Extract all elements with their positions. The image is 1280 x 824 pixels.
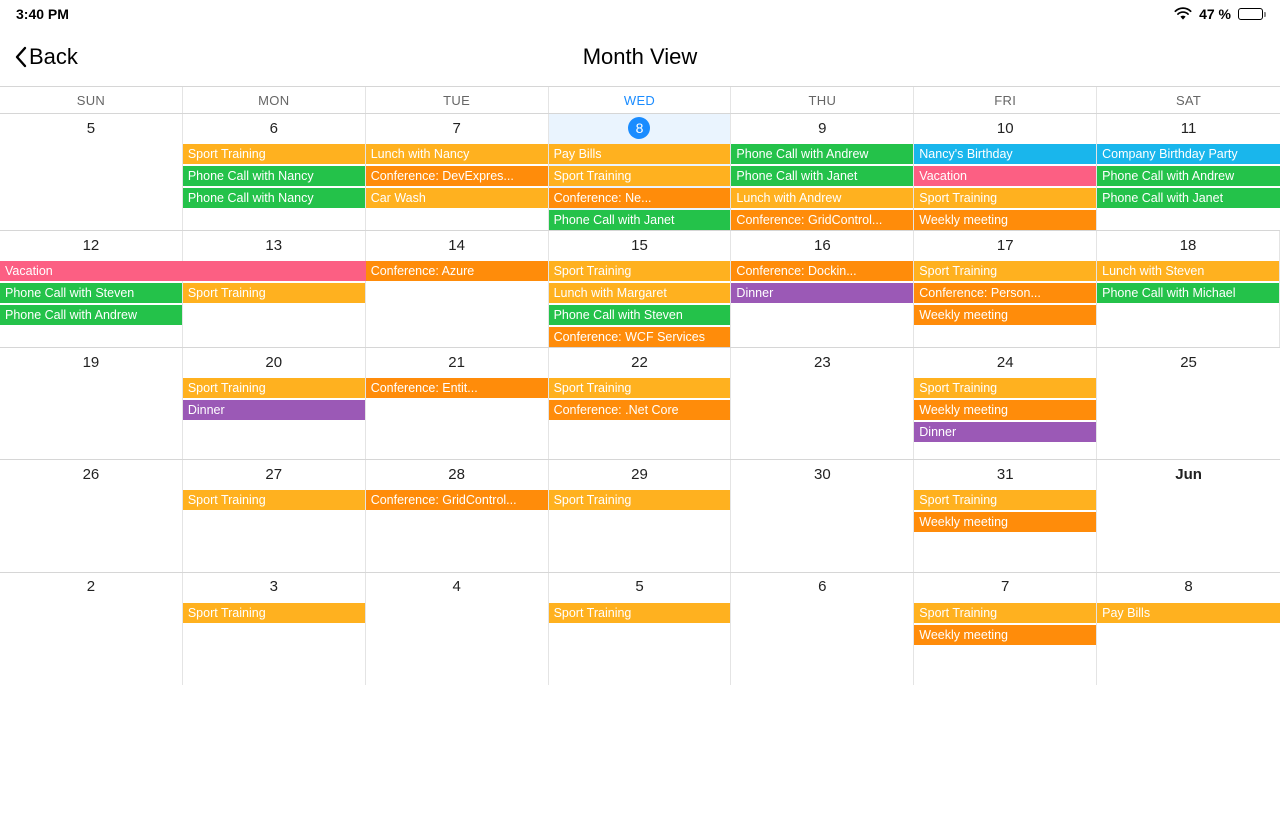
weekday-header-tue: TUE	[366, 87, 549, 113]
day-events	[549, 259, 731, 347]
day-number: 6	[818, 578, 827, 595]
day-number: 25	[1180, 353, 1197, 371]
day-events	[183, 142, 365, 208]
day-number: 19	[82, 353, 100, 371]
week-row	[0, 573, 1280, 685]
calendar-event[interactable]: Phone Call with Janet	[731, 166, 913, 186]
day-events	[366, 601, 548, 603]
day-cell[interactable]	[549, 573, 732, 685]
month-view-calendar	[0, 86, 1280, 797]
day-number: 18	[1179, 236, 1197, 254]
calendar-event[interactable]: Sport Training	[183, 490, 365, 510]
calendar-event[interactable]: Lunch with Margaret	[549, 283, 731, 303]
day-number: 10	[996, 119, 1014, 137]
today-badge: 8	[628, 117, 650, 139]
day-events	[1097, 601, 1280, 623]
calendar-event[interactable]: Sport Training	[183, 283, 365, 303]
day-events	[366, 142, 548, 208]
calendar-event[interactable]: Vacation	[914, 166, 1096, 186]
day-cell[interactable]	[0, 348, 183, 459]
calendar-event[interactable]: Car Wash	[366, 188, 548, 208]
day-number: Jun	[1175, 465, 1202, 483]
day-events	[549, 376, 731, 420]
day-cell[interactable]	[1097, 114, 1280, 230]
week-row	[0, 460, 1280, 572]
day-cell[interactable]	[731, 348, 914, 459]
calendar-event[interactable]: Sport Training	[549, 490, 731, 510]
day-number: 2	[86, 578, 96, 595]
day-cell[interactable]	[0, 573, 183, 685]
week-row	[0, 114, 1280, 231]
day-cell[interactable]	[914, 573, 1097, 685]
calendar-event[interactable]: Sport Training	[914, 603, 1096, 623]
day-number: 30	[814, 465, 831, 483]
calendar-event[interactable]: Pay Bills	[549, 144, 731, 164]
calendar-event[interactable]: Phone Call with Steven	[549, 305, 731, 325]
day-cell[interactable]	[731, 460, 914, 571]
calendar-event[interactable]: Lunch with Steven	[1097, 261, 1279, 281]
day-events	[731, 601, 913, 603]
day-number: 31	[996, 465, 1014, 483]
navigation-bar	[0, 28, 1280, 86]
day-number: 6	[269, 119, 278, 137]
day-events	[366, 488, 548, 510]
back-button[interactable]	[14, 44, 78, 70]
battery-percent-label: 47 %	[1199, 6, 1231, 22]
day-events	[366, 259, 548, 281]
day-cell[interactable]	[1097, 460, 1280, 571]
calendar-event[interactable]: Phone Call with Andrew	[0, 305, 182, 325]
day-cell[interactable]	[1097, 348, 1280, 459]
day-number: 15	[631, 236, 648, 254]
calendar-event[interactable]: Phone Call with Janet	[1097, 188, 1280, 208]
day-events	[183, 601, 365, 623]
day-number	[549, 114, 731, 142]
day-cell[interactable]	[914, 348, 1097, 459]
day-number: 14	[448, 236, 465, 254]
calendar-event[interactable]: Phone Call with Nancy	[183, 188, 365, 208]
calendar-event[interactable]: Weekly meeting	[914, 400, 1096, 420]
calendar-event[interactable]: Conference: DevExpres...	[366, 166, 548, 186]
status-bar	[0, 0, 1280, 28]
week-row	[0, 348, 1280, 460]
calendar-event[interactable]: Company Birthday Party	[1097, 144, 1280, 164]
calendar-event[interactable]: Sport Training	[549, 261, 731, 281]
calendar-event[interactable]: Phone Call with Steven	[0, 283, 182, 303]
week-rows	[0, 114, 1280, 797]
calendar-event[interactable]: Sport Training	[914, 378, 1096, 398]
calendar-event[interactable]: Conference: Ne...	[549, 188, 731, 208]
day-number: 29	[631, 465, 648, 483]
weekday-header-fri: FRI	[914, 87, 1097, 113]
day-events	[914, 601, 1096, 645]
calendar-event[interactable]: Lunch with Andrew	[731, 188, 913, 208]
calendar-event[interactable]: Conference: WCF Services	[549, 327, 731, 347]
week-row	[0, 231, 1280, 348]
day-events	[549, 142, 731, 230]
day-events	[1097, 259, 1279, 303]
day-cell[interactable]	[366, 114, 549, 230]
calendar-event[interactable]: Weekly meeting	[914, 625, 1096, 645]
day-cell[interactable]	[0, 114, 183, 230]
day-events	[0, 488, 182, 490]
calendar-event[interactable]: Conference: Entit...	[366, 378, 548, 398]
day-cell[interactable]	[183, 231, 366, 347]
day-number: 11	[1180, 119, 1197, 137]
day-events	[0, 601, 182, 603]
day-number: 5	[86, 119, 96, 137]
weekday-header-sat: SAT	[1175, 92, 1202, 108]
day-cell[interactable]	[1097, 231, 1280, 347]
day-cell[interactable]	[549, 460, 732, 571]
day-events	[183, 376, 365, 420]
day-cell[interactable]	[183, 460, 366, 571]
day-number: 7	[452, 119, 461, 137]
day-number: 13	[265, 236, 283, 254]
day-number: 23	[814, 353, 831, 371]
weekday-header-thu: THU	[731, 87, 914, 113]
day-number: 12	[82, 236, 100, 254]
day-cell[interactable]	[914, 231, 1097, 347]
calendar-event[interactable]: Sport Training	[183, 603, 365, 623]
day-number: 4	[452, 578, 461, 595]
calendar-event[interactable]: Lunch with Nancy	[366, 144, 548, 164]
day-cell[interactable]	[366, 573, 549, 685]
day-number: 28	[448, 465, 465, 483]
day-events	[731, 259, 913, 303]
day-cell[interactable]	[731, 114, 914, 230]
day-cell[interactable]	[183, 573, 366, 685]
page-title: Month View	[582, 44, 698, 69]
day-events	[549, 488, 731, 510]
battery-icon	[1238, 8, 1266, 20]
calendar-event-multiday[interactable]: Vacation	[0, 261, 366, 281]
day-number: 8	[1184, 578, 1193, 595]
day-events	[1097, 376, 1280, 378]
day-number: 21	[448, 353, 465, 371]
calendar-event[interactable]: Phone Call with Andrew	[1097, 166, 1280, 186]
day-events	[914, 259, 1096, 325]
weekday-header-mon: MON	[183, 87, 366, 113]
calendar-event[interactable]: Sport Training	[549, 378, 731, 398]
back-button-label: Back	[29, 44, 78, 69]
weekday-header-sun: SUN	[0, 87, 183, 113]
status-time: 3:40 PM	[16, 6, 69, 22]
day-cell[interactable]	[0, 460, 183, 571]
day-events	[914, 142, 1096, 230]
day-cell[interactable]	[731, 573, 914, 685]
day-cell[interactable]	[914, 114, 1097, 230]
calendar-event[interactable]: Nancy's Birthday	[914, 144, 1096, 164]
day-cell[interactable]	[366, 460, 549, 571]
day-events	[914, 488, 1096, 532]
day-cell[interactable]	[366, 348, 549, 459]
day-events	[1097, 142, 1280, 208]
day-cell[interactable]	[549, 114, 732, 230]
day-number: 5	[635, 578, 644, 595]
calendar-event[interactable]: Sport Training	[549, 603, 731, 623]
day-events	[0, 142, 182, 144]
calendar-event[interactable]: Sport Training	[914, 261, 1096, 281]
day-cell[interactable]	[549, 348, 732, 459]
day-number: 26	[82, 465, 100, 483]
day-events	[731, 376, 913, 378]
calendar-event[interactable]: Conference: .Net Core	[549, 400, 731, 420]
chevron-left-icon	[14, 46, 27, 68]
day-cell[interactable]	[914, 460, 1097, 571]
day-cell[interactable]	[0, 231, 183, 347]
day-cell[interactable]	[1097, 573, 1280, 685]
calendar-event[interactable]: Conference: GridControl...	[366, 490, 548, 510]
day-events	[914, 376, 1096, 442]
day-events	[0, 376, 182, 378]
calendar-event[interactable]: Weekly meeting	[914, 305, 1096, 325]
day-number: 20	[265, 353, 283, 371]
calendar-event[interactable]: Dinner	[731, 283, 913, 303]
day-number: 3	[269, 578, 278, 595]
day-events	[731, 488, 913, 490]
day-cell[interactable]	[183, 114, 366, 230]
weekday-header-row	[0, 87, 1280, 114]
day-number: 7	[1001, 578, 1010, 595]
day-events	[549, 601, 731, 623]
calendar-event[interactable]: Pay Bills	[1097, 603, 1280, 623]
day-cell[interactable]	[366, 231, 549, 347]
calendar-event[interactable]: Dinner	[183, 400, 365, 420]
weekday-header-wed: WED	[549, 87, 732, 113]
day-events	[183, 488, 365, 510]
day-cell[interactable]	[731, 231, 914, 347]
calendar-event[interactable]: Conference: Azure	[366, 261, 548, 281]
day-cell[interactable]	[549, 231, 732, 347]
calendar-event[interactable]: Phone Call with Andrew	[731, 144, 913, 164]
day-number: 24	[996, 353, 1014, 371]
calendar-event[interactable]: Conference: GridControl...	[731, 210, 913, 230]
day-number: 22	[631, 353, 648, 371]
calendar-event[interactable]: Sport Training	[183, 144, 365, 164]
calendar-event[interactable]: Sport Training	[914, 188, 1096, 208]
calendar-event[interactable]: Conference: Dockin...	[731, 261, 913, 281]
day-number: 9	[818, 119, 827, 137]
day-events	[366, 376, 548, 398]
calendar-event[interactable]: Sport Training	[183, 378, 365, 398]
day-number: 27	[265, 465, 283, 483]
wifi-icon	[1174, 7, 1192, 21]
calendar-event[interactable]: Weekly meeting	[914, 210, 1096, 230]
calendar-event[interactable]: Phone Call with Janet	[549, 210, 731, 230]
calendar-event[interactable]: Weekly meeting	[914, 512, 1096, 532]
calendar-event[interactable]: Dinner	[914, 422, 1096, 442]
day-events	[731, 142, 913, 230]
day-number: 16	[814, 236, 831, 254]
calendar-event[interactable]: Sport Training	[914, 490, 1096, 510]
day-events	[1097, 488, 1280, 490]
calendar-event[interactable]: Phone Call with Michael	[1097, 283, 1279, 303]
day-number: 17	[996, 236, 1014, 254]
calendar-event[interactable]: Phone Call with Nancy	[183, 166, 365, 186]
day-cell[interactable]	[183, 348, 366, 459]
calendar-event[interactable]: Sport Training	[549, 166, 731, 186]
status-indicators	[1174, 6, 1266, 22]
calendar-event[interactable]: Conference: Person...	[914, 283, 1096, 303]
